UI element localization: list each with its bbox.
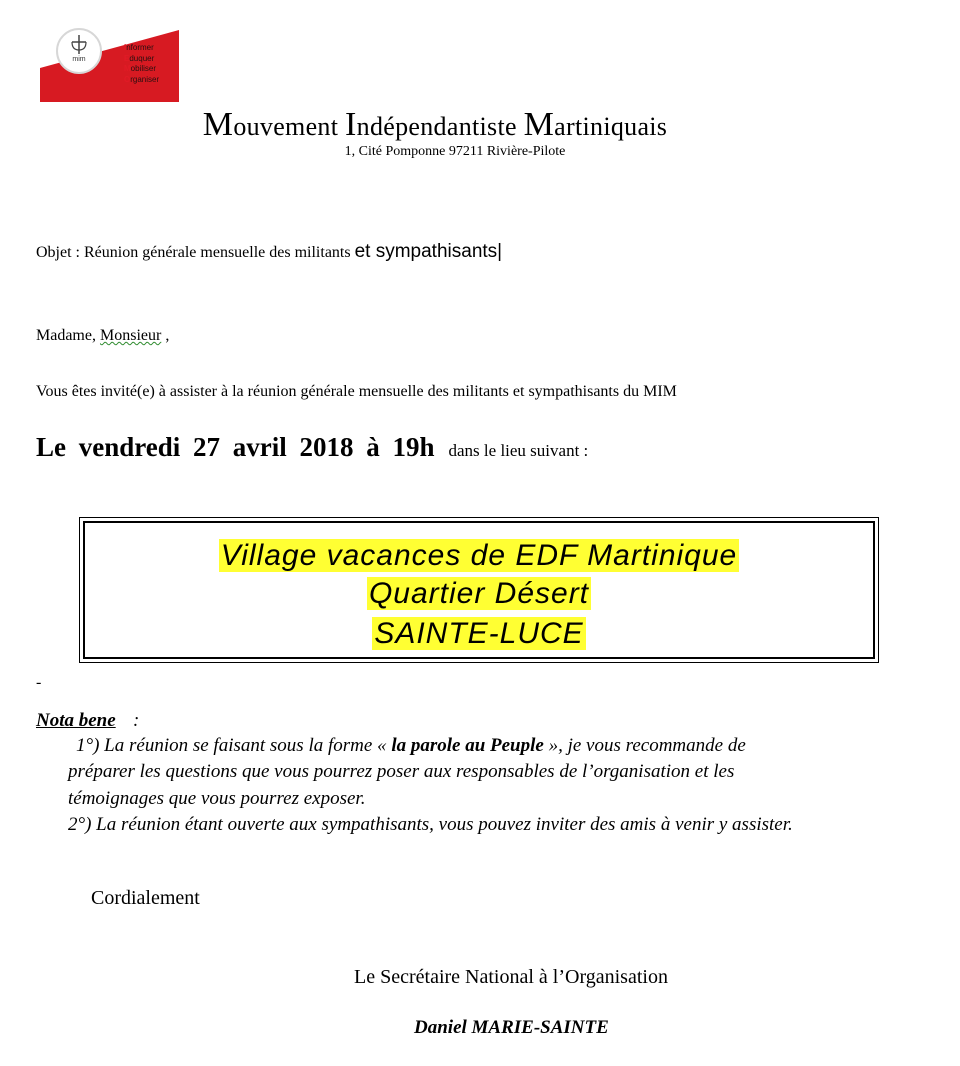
stray-dash: - <box>36 674 42 691</box>
venue-name: Village vacances de EDF Martinique <box>220 539 738 572</box>
nota-bene-title: Nota bene <box>36 710 116 731</box>
signatory-name: Daniel MARIE-SAINTE <box>414 1017 609 1038</box>
venue-box-inner-border <box>83 521 875 659</box>
venue-town: SAINTE-LUCE <box>374 617 584 650</box>
signatory-title: Le Secrétaire National à l’Organisation <box>354 966 668 988</box>
motto-line: Mobiliser <box>124 64 157 73</box>
meeting-date: Le vendredi 27 avril 2018 à 19h dans le lieu suivant : <box>36 432 589 462</box>
venue-box <box>79 517 879 663</box>
greeting: Madame, Monsieur , <box>36 327 170 344</box>
logo-seal-icon <box>56 28 102 74</box>
nota-bene-item-1-line-3: témoignages que vous pourrez exposer. <box>68 788 366 809</box>
nota-bene-item-1-line-2: préparer les questions que vous pourrez poser aux responsables de l’organisation et les <box>68 761 735 782</box>
nota-bene-item-1: 1°) La réunion se faisant sous la forme « la parole au Peuple », je vous recommande de <box>76 735 746 756</box>
organization-name: Mouvement Indépendantiste Martiniquais <box>202 106 668 143</box>
motto-line: Informer <box>124 43 154 52</box>
nota-bene-item-2: 2°) La réunion étant ouverte aux sympathisants, vous pouvez inviter des amis à venir y assister. <box>68 814 793 835</box>
invitation-text: Vous êtes invité(e) à assister à la réunion générale mensuelle des militants et sympathisants du MIM <box>36 383 677 400</box>
closing-salutation: Cordialement <box>91 887 200 909</box>
logo-motto <box>124 43 159 85</box>
logo-seal-text: mim <box>72 56 86 63</box>
nota-bene-colon: : <box>133 710 140 731</box>
mim-logo <box>40 22 179 102</box>
venue-district: Quartier Désert <box>368 577 590 610</box>
organization-address: 1, Cité Pomponne 97211 Rivière-Pilote <box>344 144 566 159</box>
subject-line: Objet : Réunion générale mensuelle des militants et sympathisants| <box>36 241 503 262</box>
motto-line: Organiser <box>124 74 160 84</box>
motto-line: Eduquer <box>124 53 155 63</box>
